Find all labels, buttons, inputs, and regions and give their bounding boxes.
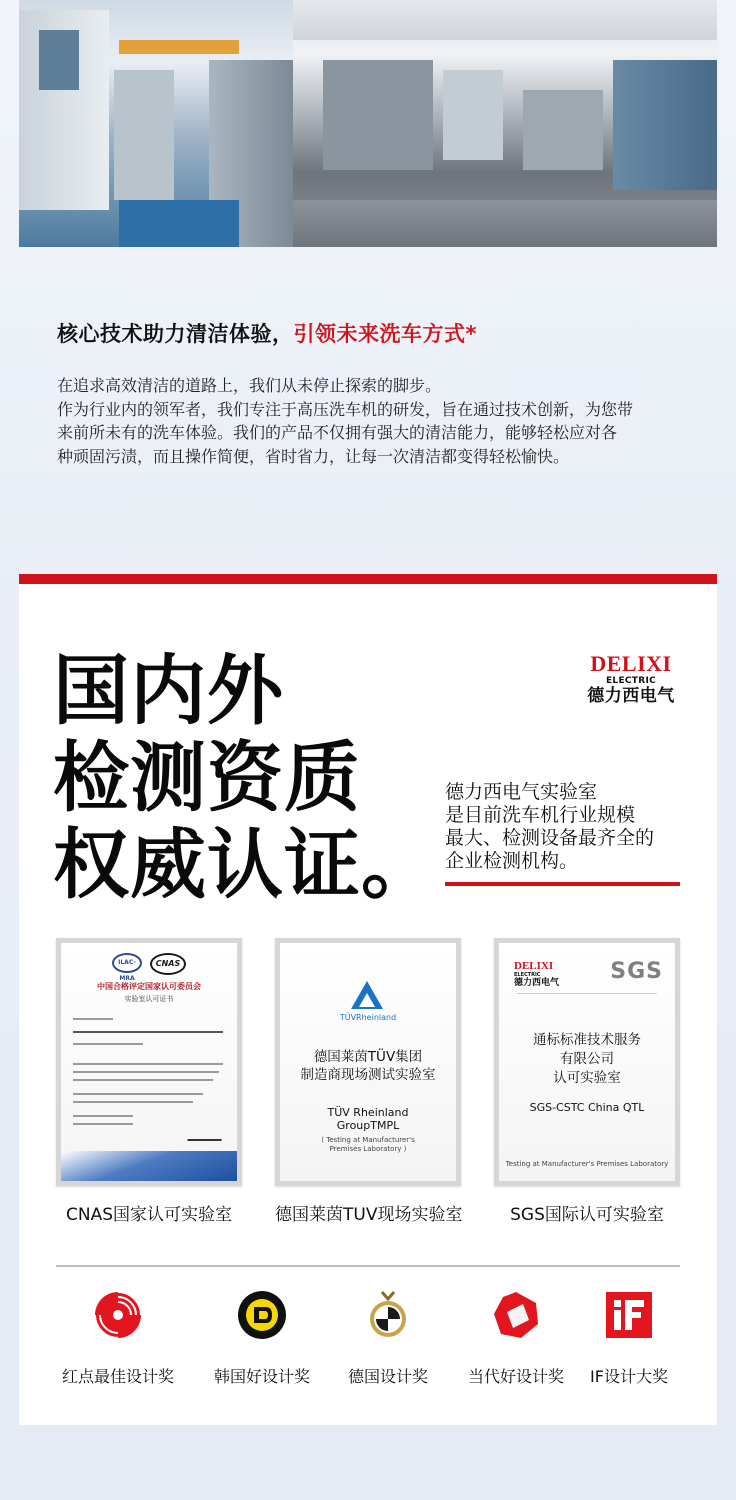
award-item: [326, 1290, 450, 1387]
intro-title-main: 核心技术助力清洁体验，: [57, 322, 294, 346]
cnas-certificate-title: 中国合格评定国家认可委员会: [97, 982, 201, 991]
factory-machines-photo: [293, 0, 717, 247]
sgs-line-cn: 认可实验室: [553, 1070, 621, 1086]
intro-paragraph: [57, 374, 687, 468]
sgs-delixi-sub: ELECTRIC: [514, 972, 541, 978]
sgs-certificate-title: [499, 1031, 675, 1088]
tuv-triangle-inner: [359, 993, 375, 1007]
tuv-line-cn: 制造商现场测试实验室: [300, 1067, 436, 1083]
certification-heading: [53, 647, 438, 908]
lab-description-line: 是目前洗车机行业规模: [445, 804, 636, 826]
logo-cn: 德力西电气: [587, 686, 675, 706]
heading-line: 检测资质: [53, 733, 361, 822]
award-item: [454, 1290, 578, 1387]
certificate-text-line: [73, 1063, 223, 1065]
tuv-certificate-en: [280, 1106, 456, 1132]
factory-aisle-photo: [19, 0, 293, 247]
lab-description-rule: [445, 882, 680, 886]
award-item: [200, 1290, 324, 1387]
lab-description: [445, 781, 654, 873]
certificate-caption: CNAS国家认可实验室: [65, 1205, 232, 1225]
certification-card: [19, 574, 717, 1425]
factory-photos: [19, 0, 717, 247]
cnas-certificate: [56, 938, 242, 1186]
logo-sub: ELECTRIC: [605, 676, 657, 686]
certificate-footer-band: [61, 1151, 237, 1181]
intro-line: 在追求高效清洁的道路上，我们从未停止探索的脚步。: [57, 376, 442, 395]
certificate-caption: SGS国际认可实验室: [510, 1205, 664, 1225]
certificate-text-line: [73, 1079, 213, 1081]
if-design-award-icon: [604, 1290, 654, 1340]
ilac-mra-logo: ILAC-MRA: [112, 953, 142, 973]
intro-title: [57, 318, 477, 348]
certificate-text-line: [73, 1123, 133, 1125]
award-label: 韩国好设计奖: [213, 1367, 310, 1386]
red-dot-award-icon: [93, 1290, 143, 1340]
tuv-certificate-title: [280, 1048, 456, 1084]
sgs-line-cn: 有限公司: [560, 1051, 614, 1067]
cnas-certificate-subtitle: 实验室认可证书: [124, 995, 174, 1003]
certificate-text-line: [73, 1043, 143, 1045]
lab-description-line: 德力西电气实验室: [445, 781, 598, 803]
delixi-logo: [570, 652, 692, 706]
intro-title-highlight: 引领未来洗车方式*: [293, 322, 477, 346]
intro-line: 来前所未有的洗车体验。我们的产品不仅拥有强大的清洁能力，能够轻松应对各: [57, 423, 618, 442]
korea-good-design-icon: [237, 1290, 287, 1340]
award-label: 红点最佳设计奖: [61, 1367, 174, 1386]
award-item: [578, 1290, 680, 1387]
intro-line: 种顽固污渍，而且操作简便，省时省力，让每一次清洁都变得轻松愉快。: [57, 446, 570, 466]
cnas-logos: [61, 953, 237, 982]
certificate-text-line: [73, 1071, 219, 1073]
tuv-certificate: [275, 938, 461, 1186]
section-divider: [56, 1265, 680, 1267]
intro-line: 作为行业内的领军者，我们专注于高压洗车机的研发，旨在通过技术创新，为您带: [57, 399, 634, 419]
certificate-text-line: [73, 1018, 113, 1020]
tuv-certificate-note: [280, 1136, 456, 1154]
certificates: [56, 938, 680, 1225]
lab-description-line: 最大、检测设备最齐全的: [445, 827, 655, 849]
cnas-logo: CNAS: [150, 953, 186, 975]
logo-brand: DELIXI: [590, 651, 672, 676]
certificate-text-line: [73, 1101, 193, 1103]
award-label: 当代好设计奖: [467, 1367, 564, 1386]
lab-description-line: 企业检测机构。: [445, 850, 579, 872]
sgs-delixi-brand: DELIXI: [514, 960, 554, 972]
sgs-certificate-note: Testing at Manufacturer's Premises Laboratory: [505, 1160, 669, 1168]
award-label: 德国设计奖: [347, 1367, 428, 1386]
design-awards: [56, 1290, 680, 1390]
sgs-rule: [517, 993, 657, 994]
tuv-line-en: TÜV Rheinland: [327, 1106, 409, 1119]
award-item: [56, 1290, 180, 1387]
sgs-delixi-logo: [514, 961, 559, 988]
certificate-text-line: [73, 1093, 203, 1095]
good-design-award-icon: [491, 1290, 541, 1340]
award-label: IF设计大奖: [590, 1367, 668, 1386]
sgs-certificate: [494, 938, 680, 1186]
german-design-award-icon: [363, 1290, 413, 1340]
tuv-line-cn: 德国莱茵TÜV集团: [313, 1049, 423, 1065]
tuv-line-en: GroupTMPL: [336, 1119, 400, 1132]
signature-mark: [187, 1131, 225, 1141]
tuv-note-line: Premises Laboratory ): [329, 1145, 407, 1153]
certificate-caption: 德国莱茵TUV现场实验室: [275, 1205, 463, 1225]
tuv-brand: TÜVRheinland: [339, 1013, 397, 1022]
sgs-delixi-cn: 德力西电气: [514, 978, 560, 988]
certificate-text-line: [73, 1031, 223, 1033]
sgs-logo: SGS: [610, 959, 663, 984]
tuv-note-line: ( Testing at Manufacturer's: [321, 1136, 415, 1144]
sgs-line-cn: 通标标准技术服务: [533, 1032, 641, 1048]
certificate-text-line: [73, 1115, 133, 1117]
sgs-line-en: SGS-CSTC China QTL: [529, 1101, 645, 1114]
heading-line: 国内外: [53, 646, 284, 735]
heading-line: 权威认证。: [53, 820, 438, 909]
